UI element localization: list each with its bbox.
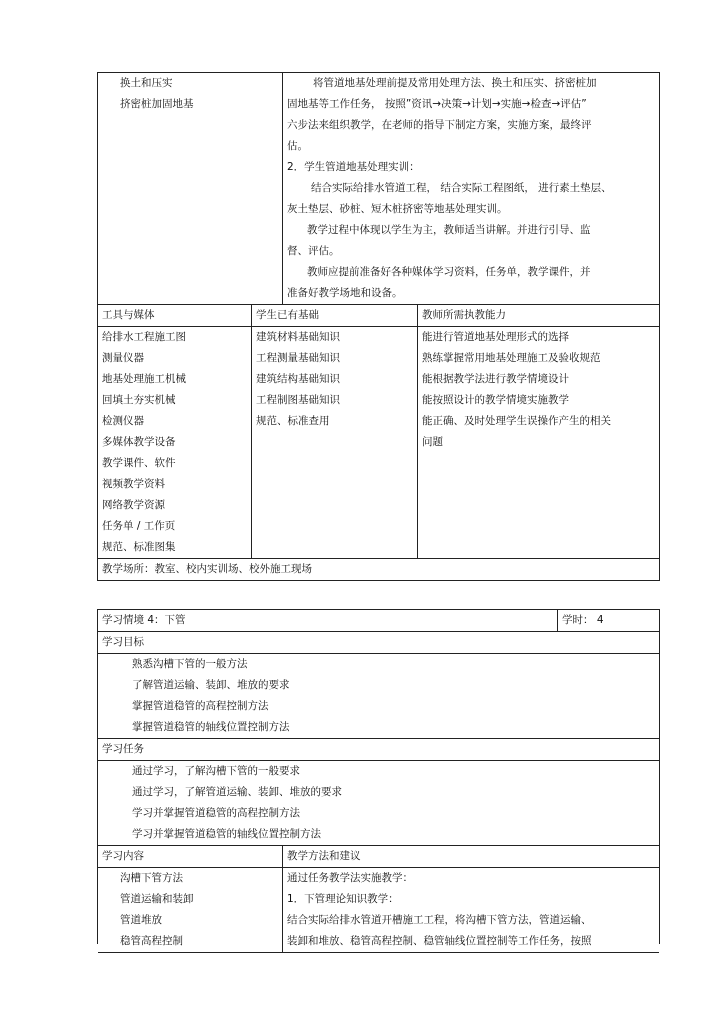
tasks-list <box>98 761 659 845</box>
text-line: 2．学生管道地基处理实训： <box>287 161 420 173</box>
list-item: 掌握管道稳管的轴线位置控制方法 <box>132 721 290 733</box>
content-column <box>98 73 282 304</box>
list-item: 通过学习，了解沟槽下管的一般要求 <box>132 765 300 777</box>
text-line: 教师应提前准备好各种媒体学习资料，任务单，教学课件，并 <box>307 266 591 278</box>
content-column <box>98 868 282 952</box>
tools-column <box>98 327 251 558</box>
list-item: 网络教学资源 <box>102 499 165 511</box>
list-item: 工程测量基础知识 <box>256 352 340 364</box>
table-header-row <box>98 304 659 326</box>
text-line: 固地基等工作任务， 按照”资讯→决策→计划→实施→检查→评估” <box>287 98 587 110</box>
list-item: 挤密桩加固地基 <box>120 98 194 110</box>
table-row <box>98 760 659 845</box>
text-line: 准备好教学场地和设备。 <box>287 287 403 299</box>
text-line: 六步法来组织教学，在老师的指导下制定方案，实施方案，最终评 <box>287 119 592 131</box>
list-item: 建筑材料基础知识 <box>256 331 340 343</box>
foundation-column <box>251 327 417 558</box>
text-line: 教学过程中体现以学生为主，教师适当讲解。并进行引导、监 <box>307 224 591 236</box>
text-line: 督、评估。 <box>287 245 340 257</box>
header-student-foundation: 学生已有基础 <box>251 305 417 326</box>
table-learning-situation-4 <box>97 609 660 947</box>
table-row <box>98 558 659 580</box>
list-item: 地基处理施工机械 <box>102 373 186 385</box>
list-item: 管道运输和装卸 <box>120 893 194 905</box>
text-line: 通过任务教学法实施教学： <box>287 872 413 884</box>
list-item: 了解管道运输、装卸、堆放的要求 <box>132 679 290 691</box>
list-item: 沟槽下管方法 <box>120 872 183 884</box>
class-hours: 学时： 4 <box>557 610 659 631</box>
text-line: 结合实际给排水管道开槽施工工程，将沟槽下管方法，管道运输、 <box>287 914 592 926</box>
list-item: 能进行管道地基处理形式的选择 <box>422 331 569 343</box>
goals-list <box>98 654 659 738</box>
list-item: 规范、标准查用 <box>256 415 330 427</box>
section-header-row <box>98 631 659 653</box>
method-column <box>282 73 659 304</box>
table-teaching-plan-continued <box>97 72 660 581</box>
list-item: 掌握管道稳管的高程控制方法 <box>132 700 269 712</box>
list-item: 管道堆放 <box>120 914 162 926</box>
list-item: 建筑结构基础知识 <box>256 373 340 385</box>
list-item: 能根据教学法进行教学情境设计 <box>422 373 569 385</box>
list-item: 任务单 / 工作页 <box>102 520 176 532</box>
text-line: 1．下管理论知识教学： <box>287 893 399 905</box>
list-item: 视频教学资料 <box>102 478 165 490</box>
header-teacher-ability: 教师所需执教能力 <box>417 305 659 326</box>
table-row <box>98 867 659 953</box>
method-column <box>282 868 659 952</box>
content-header: 学习内容 <box>102 850 144 862</box>
list-item: 熟悉沟槽下管的一般方法 <box>132 658 248 670</box>
list-item: 工程制图基础知识 <box>256 394 340 406</box>
situation-title: 学习情境 4：下管 <box>102 614 186 626</box>
list-item: 教学课件、软件 <box>102 457 176 469</box>
list-item: 熟练掌握常用地基处理施工及验收规范 <box>422 352 601 364</box>
text-line: 估。 <box>287 140 308 152</box>
table-header-row <box>98 610 659 631</box>
list-item: 检测仪器 <box>102 415 144 427</box>
list-item: 给排水工程施工图 <box>102 331 186 343</box>
list-item: 多媒体教学设备 <box>102 436 176 448</box>
list-item: 换土和压实 <box>120 77 173 89</box>
list-item: 能正确、及时处理学生误操作产生的相关 <box>422 415 611 427</box>
list-item: 规范、标准图集 <box>102 541 176 553</box>
teaching-location: 教学场所：教室、校内实训场、校外施工现场 <box>102 563 312 575</box>
text-line: 结合实际给排水管道工程， 结合实际工程图纸， 进行素土垫层、 <box>311 182 612 194</box>
list-item: 学习并掌握管道稳管的高程控制方法 <box>132 807 300 819</box>
list-item: 通过学习，了解管道运输、装卸、堆放的要求 <box>132 786 342 798</box>
list-item: 测量仪器 <box>102 352 144 364</box>
text-line: 灰土垫层、砂桩、短木桩挤密等地基处理实训。 <box>287 203 508 215</box>
text-line: 将管道地基处理前提及常用处理方法、换土和压实、挤密桩加 <box>313 77 597 89</box>
ability-column <box>417 327 659 558</box>
table-row <box>98 326 659 558</box>
list-item: 能按照设计的教学情境实施教学 <box>422 394 569 406</box>
section-header-row <box>98 738 659 760</box>
list-item: 学习并掌握管道稳管的轴线位置控制方法 <box>132 828 321 840</box>
tasks-header: 学习任务 <box>102 743 144 755</box>
table-row <box>98 73 659 304</box>
list-item: 稳管高程控制 <box>120 935 183 947</box>
table-header-row <box>98 845 659 867</box>
list-item: 问题 <box>422 436 443 448</box>
text-line: 装卸和堆放、稳管高程控制、稳管轴线位置控制等工作任务，按照 <box>287 935 592 947</box>
header-tools-media: 工具与媒体 <box>102 309 155 321</box>
list-item: 回填土夯实机械 <box>102 394 176 406</box>
table-row <box>98 653 659 738</box>
goals-header: 学习目标 <box>102 636 144 648</box>
method-header: 教学方法和建议 <box>282 846 659 867</box>
